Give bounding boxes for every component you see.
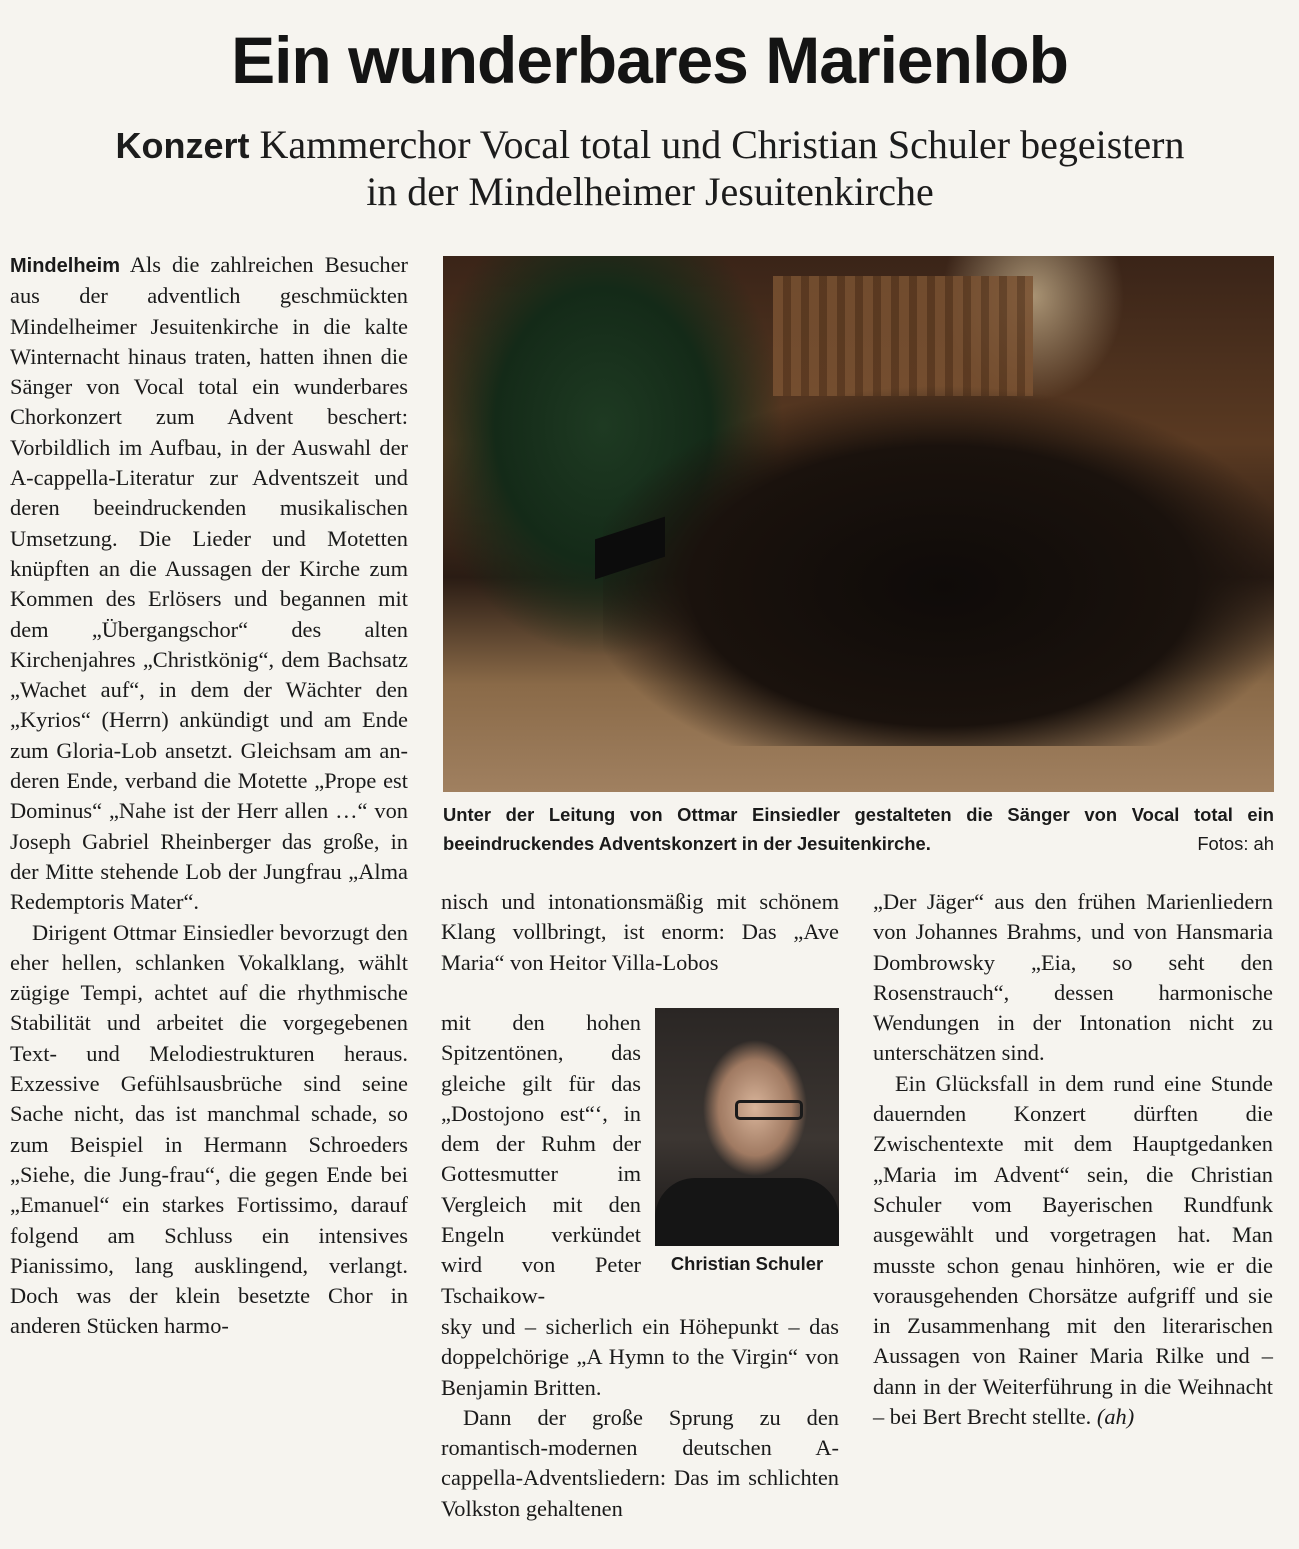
portrait-photo — [655, 1008, 839, 1246]
col2-para2: Dann der große Sprung zu den romantisch-modernen deutschen A-cappella-Adventsliedern: Das im schlichten Volkston gehaltenen — [441, 1404, 839, 1521]
photo-caption: Unter der Leitung von Ottmar Einsiedler gestalteten die Sänger von Vocal total ein beeindruckendes Adventskonzert in der Jesuitenkirche. — [443, 804, 1274, 854]
choir-photo — [443, 256, 1274, 792]
dateline: Mindelheim — [10, 255, 121, 277]
article-column-2-top — [441, 887, 839, 978]
col2-para1-top: nisch und intonationsmäßig mit schönem Klang vollbringt, ist enorm: Das „Ave Maria“ von Heitor Villa-Lobos — [441, 889, 839, 975]
col2-para1-bottom: sky und – sicherlich ein Höhepunkt – das doppelchörige „A Hymn to the Virgin“ von Benjamin Britten. — [441, 1314, 839, 1400]
col1-para1-text: Als die zahlreichen Besucher aus der adventlich geschmückten Mindelheimer Jesuitenkirche in die kalte Winternacht hinaus traten, hatten ihnen die Sänger von Vocal total ein wunderbares Chorkonzert zum Advent beschert: Vorbildlich im Aufbau, in der Auswahl der A-cappella-Literatur zur Adventszeit und deren beeindruckenden musikalischen Umsetzung. Die Lieder und Motetten knüpften an die Aussagen der Kirche zum Kommen des Erlösers und begannen mit dem „Übergangschor“ des alten Kirchenjahres „Christkönig“, dem Bachsatz „Wachet auf“, in dem der Wächter den „Kyrios“ (Herrn) ankündigt und am Ende zum Gloria-Lob ansetzt. Gleichsam am anderen Ende, verband die Motette „Prope est Dominus“ „Nahe ist der Herr allen …“ von Joseph Gabriel Rheinberger das große, in der Mitte stehende Lob der Jungfrau „Alma Redemptoris Mater“. — [10, 252, 408, 915]
choir-shape — [603, 386, 1274, 746]
col2-para1-wrap: mit den hohen Spitzentönen, das gleiche gilt für das „Dostojono est“‘, in dem der Ruhm der Gottesmutter im Vergleich mit den Engeln verkündet wird von Peter Tschaikow- — [441, 1010, 641, 1308]
organ-shape — [773, 276, 1033, 396]
article-column-2-wrap — [441, 1008, 641, 1311]
paragraph-1 — [10, 250, 408, 918]
paragraph-2: Dirigent Ottmar Einsiedler bevorzugt den eher hellen, schlanken Vokalklang, wählt zügige Tempi, achtet auf die rhythmische Stabilität und arbeitet die vorgegebenen Text- und Melodiestrukturen heraus. Exzessive Gefühlsausbrüche sind seine Sache nicht, das ist manchmal schade, so zum Beispiel in Hermann Schroeders „Siehe, die Jung-frau“, die gegen Ende bei „Emanuel“ ein starkes Fortissimo, darauf folgend am Schluss ein intensives Pianissimo, lang ausklingend, verlangt. Doch was der klein besetzte Chor in anderen Stücken harmo- — [10, 919, 408, 1339]
subhead — [40, 122, 1260, 215]
portrait-caption: Christian Schuler — [670, 1253, 824, 1274]
headline: Ein wunderbares Marienlob — [231, 23, 1068, 97]
col3-para1: „Der Jäger“ aus den frühen Marienliedern von Johannes Brahms, und von Hansmaria Dombrowsky „Eia, so seht den Rosenstrauch“, dessen harmonische Wendungen in der Intonation nicht zu unterschätzen sind. — [873, 889, 1273, 1066]
subhead-kicker: Konzert — [115, 125, 250, 166]
shoulder-shape — [655, 1178, 839, 1246]
col3-para2 — [873, 1069, 1273, 1433]
author-signoff: (ah) — [1096, 1404, 1135, 1430]
glasses-shape — [735, 1100, 803, 1120]
subhead-line-1: Kammerchor Vocal total und Christian Schuler begeistern — [259, 122, 1185, 167]
col3-para2-text: Ein Glücksfall in dem rund eine Stunde dauernden Konzert dürften die Zwischentexte mit dem Hauptgedanken „Maria im Advent“ sein, die Christian Schuler vom Bayerischen Rundfunk ausgewählt und vorgetragen hat. Man musste schon genau hinhören, wie er die vorausgehenden Chorsätze aufgriff und sie in Zusammenhang mit den literarischen Aussagen von Rainer Maria Rilke und – dann in der Weiterführung in die Weihnacht – bei Bert Brecht stellte. — [873, 1070, 1273, 1430]
article-column-1 — [10, 250, 408, 1342]
photo-credit: Fotos: ah — [1197, 833, 1274, 854]
subhead-line-2: in der Mindelheimer Jesuitenkirche — [366, 169, 934, 214]
article-column-2-bottom — [441, 1312, 839, 1524]
article-column-3 — [873, 887, 1273, 1432]
